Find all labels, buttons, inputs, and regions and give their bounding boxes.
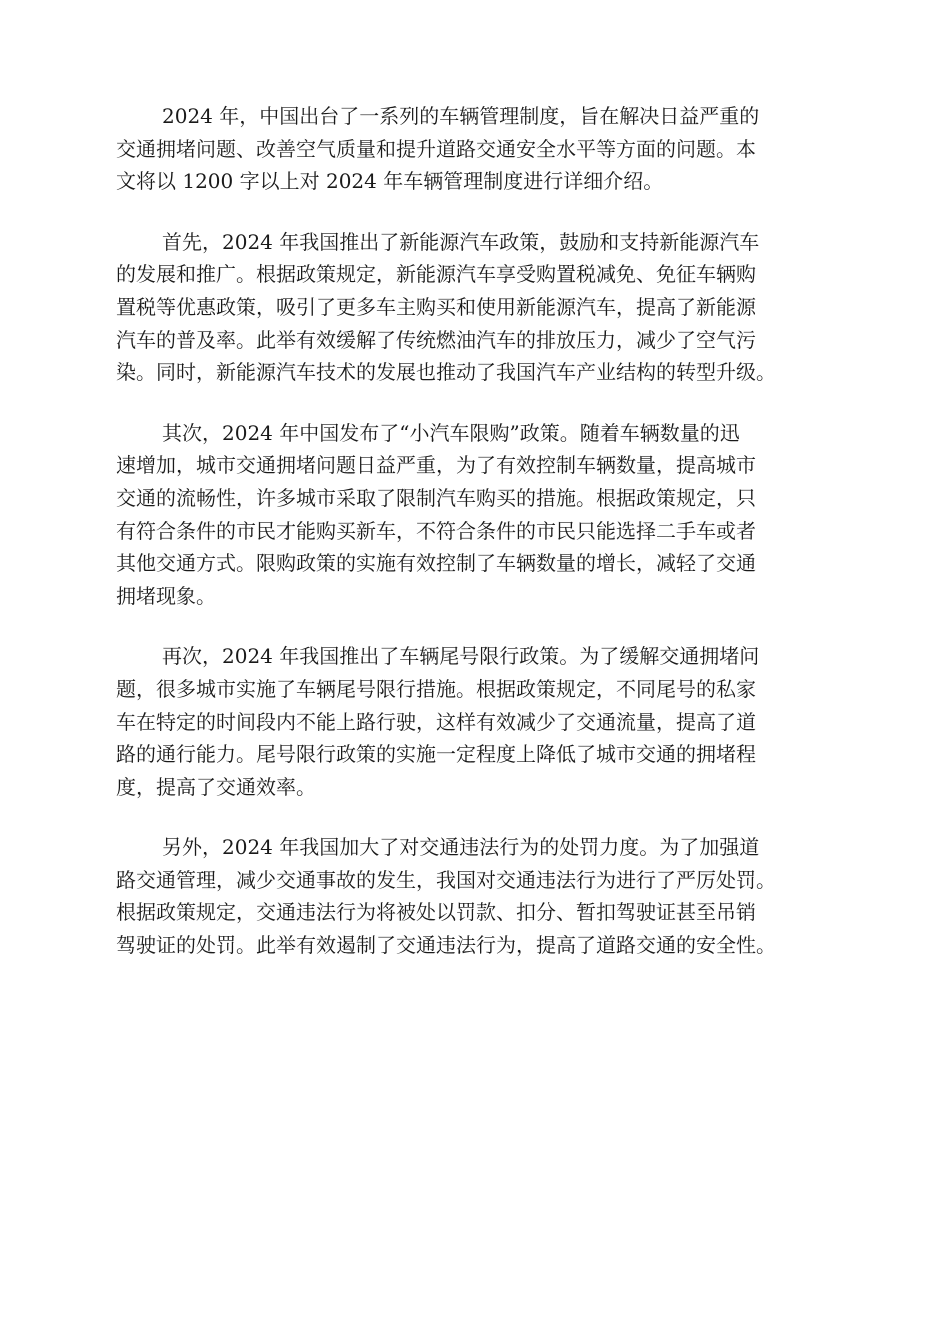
paragraph-line: 有符合条件的市民才能购买新车，不符合条件的市民只能选择二手车或者 <box>116 518 756 543</box>
paragraph-line: 交通的流畅性，许多城市采取了限制汽车购买的措施。根据政策规定，只 <box>116 485 756 510</box>
paragraph-line: 拥堵现象。 <box>116 583 216 608</box>
paragraph-line: 度，提高了交通效率。 <box>116 774 316 799</box>
paragraph-line: 驾驶证的处罚。此举有效遏制了交通违法行为，提高了道路交通的安全性。 <box>116 933 776 958</box>
paragraph-traffic-penalties <box>116 831 856 961</box>
paragraph-line: 置税等优惠政策，吸引了更多车主购买和使用新能源汽车，提高了新能源 <box>116 294 756 319</box>
paragraph-line: 路的通行能力。尾号限行政策的实施一定程度上降低了城市交通的拥堵程 <box>116 742 756 767</box>
paragraph-plate-restriction <box>116 640 856 803</box>
paragraph-purchase-restriction <box>116 417 856 613</box>
paragraph-line: 2024 年，中国出台了一系列的车辆管理制度，旨在解决日益严重的 <box>162 104 760 128</box>
paragraph-line: 交通拥堵问题、改善空气质量和提升道路交通安全水平等方面的问题。本 <box>116 136 756 161</box>
paragraph-line: 的发展和推广。根据政策规定，新能源汽车享受购置税减免、免征车辆购 <box>116 262 756 287</box>
paragraph-line: 再次，2024 年我国推出了车辆尾号限行政策。为了缓解交通拥堵问 <box>162 644 760 669</box>
paragraph-line: 其他交通方式。限购政策的实施有效控制了车辆数量的增长，减轻了交通 <box>116 551 756 576</box>
paragraph-line: 另外，2024 年我国加大了对交通违法行为的处罚力度。为了加强道 <box>162 835 760 860</box>
paragraph-line: 速增加，城市交通拥堵问题日益严重，为了有效控制车辆数量，提高城市 <box>116 453 756 478</box>
paragraph-line: 汽车的普及率。此举有效缓解了传统燃油汽车的排放压力，减少了空气污 <box>116 327 756 352</box>
paragraph-intro <box>116 100 856 198</box>
paragraph-line: 根据政策规定，交通违法行为将被处以罚款、扣分、暂扣驾驶证甚至吊销 <box>116 900 756 925</box>
paragraph-line: 首先，2024 年我国推出了新能源汽车政策，鼓励和支持新能源汽车 <box>162 229 760 254</box>
paragraph-line: 染。同时，新能源汽车技术的发展也推动了我国汽车产业结构的转型升级。 <box>116 360 776 385</box>
paragraph-new-energy-vehicles <box>116 226 856 389</box>
paragraph-line: 路交通管理，减少交通事故的发生，我国对交通违法行为进行了严厉处罚。 <box>116 867 776 892</box>
paragraph-line: 车在特定的时间段内不能上路行驶，这样有效减少了交通流量，提高了道 <box>116 709 756 734</box>
paragraph-line: 文将以 1200 字以上对 2024 年车辆管理制度进行详细介绍。 <box>116 169 664 194</box>
paragraph-line: 其次，2024 年中国发布了“小汽车限购”政策。随着车辆数量的迅 <box>162 420 740 445</box>
paragraph-line: 题，很多城市实施了车辆尾号限行措施。根据政策规定，不同尾号的私家 <box>116 676 756 701</box>
document-body <box>116 100 856 990</box>
